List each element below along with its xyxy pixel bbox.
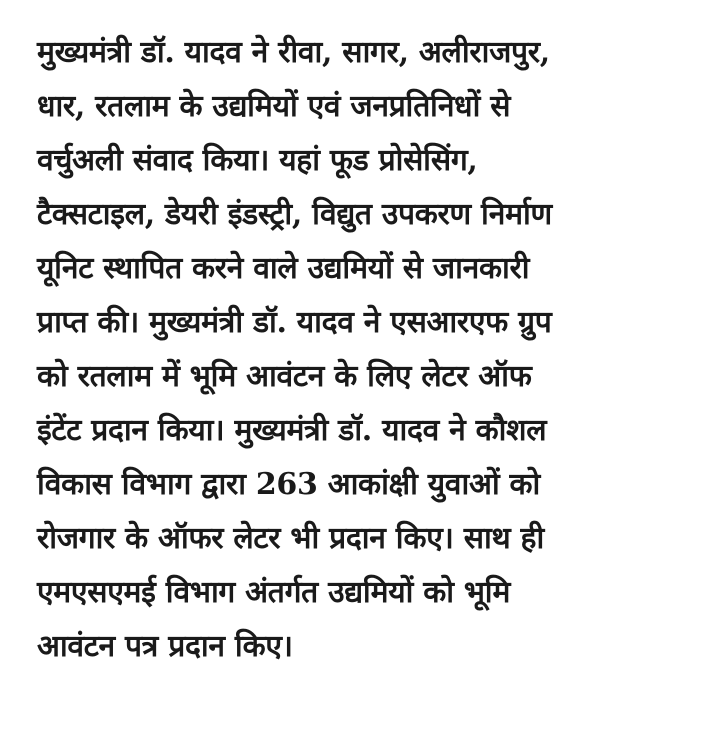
- paragraph-line: धार, रतलाम के उद्यमियों एवं जनप्रतिनिधों से: [37, 89, 511, 124]
- paragraph-line: को रतलाम में भूमि आवंटन के लिए लेटर ऑफ: [37, 359, 532, 394]
- paragraph-line: इंटेंट प्रदान किया। मुख्यमंत्री डॉ. यादव ने कौशल: [37, 413, 547, 448]
- article-paragraph: [37, 26, 697, 674]
- paragraph-line: एमएसएमई विभाग अंतर्गत उद्यमियों को भूमि: [37, 575, 511, 610]
- paragraph-line: यूनिट स्थापित करने वाले उद्यमियों से जानकारी: [37, 251, 530, 286]
- paragraph-line: आवंटन पत्र प्रदान किए।: [37, 629, 293, 664]
- paragraph-line: विकास विभाग द्वारा 263 आकांक्षी युवाओं को: [37, 467, 540, 502]
- paragraph-line: वर्चुअली संवाद किया। यहां फूड प्रोसेसिंग,: [37, 143, 478, 178]
- paragraph-line: मुख्यमंत्री डॉ. यादव ने रीवा, सागर, अलीराजपुर,: [37, 35, 550, 70]
- paragraph-line: प्राप्त की। मुख्यमंत्री डॉ. यादव ने एसआरएफ ग्रुप: [37, 305, 552, 340]
- paragraph-line: टैक्सटाइल, डेयरी इंडस्ट्री, विद्युत उपकरण निर्माण: [37, 197, 552, 232]
- paragraph-line: रोजगार के ऑफर लेटर भी प्रदान किए। साथ ही: [37, 521, 544, 556]
